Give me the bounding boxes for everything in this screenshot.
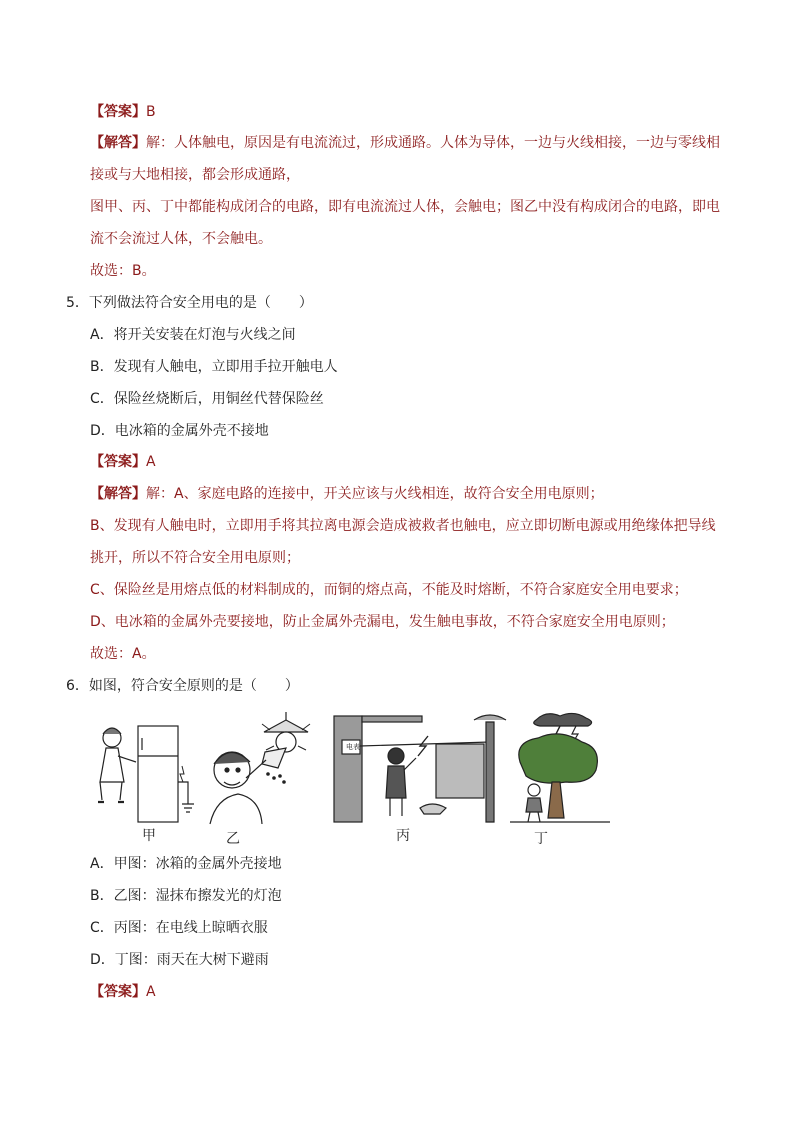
q6-option-c: C．丙图：在电线上晾晒衣服: [90, 920, 268, 936]
q6-question: 6．如图，符合安全原则的是（ ）: [66, 678, 299, 694]
caption-jia: 甲: [142, 828, 156, 844]
q4-analysis-line-4: 流不会流过人体，不会触电。: [90, 231, 272, 247]
answer-tag: 【答案】: [90, 454, 146, 470]
caption-ding: 丁: [534, 831, 548, 847]
answer-tag: 【答案】: [90, 104, 146, 120]
q5-option-c: C．保险丝烧断后，用铜丝代替保险丝: [90, 391, 324, 407]
q6-option-b: B．乙图：湿抹布擦发光的灯泡: [90, 888, 282, 904]
q5-question: 5．下列做法符合安全用电的是（ ）: [66, 295, 313, 311]
answer-value: B: [146, 104, 156, 120]
answer-tag: 【答案】: [90, 984, 146, 1000]
q5-option-d: D．电冰箱的金属外壳不接地: [90, 423, 269, 439]
q5-analysis-line-6: 故选：A。: [90, 646, 156, 662]
q4-analysis-line-3: 图甲、丙、丁中都能构成闭合的电路，即有电流流过人体，会触电；图乙中没有构成闭合的电路，即电: [90, 199, 720, 215]
analysis-tag: 【解答】: [90, 486, 146, 502]
q5-analysis-line-4: C、保险丝是用熔点低的材料制成的，而铜的熔点高，不能及时熔断，不符合家庭安全用电要求；: [90, 582, 688, 598]
q5-answer: [90, 453, 156, 471]
analysis-text: 解：人体触电，原因是有电流流过，形成通路。人体为导体，一边与火线相接，一边与零线相: [146, 135, 720, 151]
q5-analysis-line-5: D、电冰箱的金属外壳要接地，防止金属外壳漏电，发生触电事故，不符合家庭安全用电原则；: [90, 614, 675, 630]
meter-label: 电表: [346, 743, 360, 751]
q4-analysis-line-1: [90, 134, 720, 152]
answer-value: A: [146, 454, 156, 470]
q4-analysis-line-2: 接或与大地相接，都会形成通路，: [90, 167, 300, 183]
q4-answer: [90, 103, 156, 121]
q5-analysis-line-2: B、发现有人触电时，立即用手将其拉离电源会造成被救者也触电，应立即切断电源或用绝缘体把导线: [90, 518, 716, 534]
q6-answer: [90, 983, 156, 1001]
figure-yi-wet-cloth-bulb: [210, 712, 310, 824]
figure-ding-tree-in-storm: [510, 713, 610, 822]
analysis-tag: 【解答】: [90, 135, 146, 151]
caption-yi: 乙: [226, 831, 240, 847]
figure-jia-fridge-grounded: [98, 726, 194, 822]
caption-bing: 丙: [396, 828, 410, 844]
q6-option-d: D．丁图：雨天在大树下避雨: [90, 952, 269, 968]
analysis-text: 解：A、家庭电路的连接中，开关应该与火线相连，故符合安全用电原则；: [146, 486, 604, 502]
q5-analysis-line-1: [90, 485, 604, 503]
figure-illustrations: [90, 712, 630, 832]
q5-analysis-line-3: 挑开，所以不符合安全用电原则；: [90, 550, 300, 566]
figure-bing-clothes-on-wire: [334, 715, 506, 822]
q4-analysis-line-5: 故选：B。: [90, 263, 156, 279]
q5-option-a: A．将开关安装在灯泡与火线之间: [90, 327, 296, 343]
answer-value: A: [146, 984, 156, 1000]
q5-option-b: B．发现有人触电，立即用手拉开触电人: [90, 359, 338, 375]
q6-figure: [90, 712, 630, 862]
q6-option-a: A．甲图：冰箱的金属外壳接地: [90, 856, 282, 872]
